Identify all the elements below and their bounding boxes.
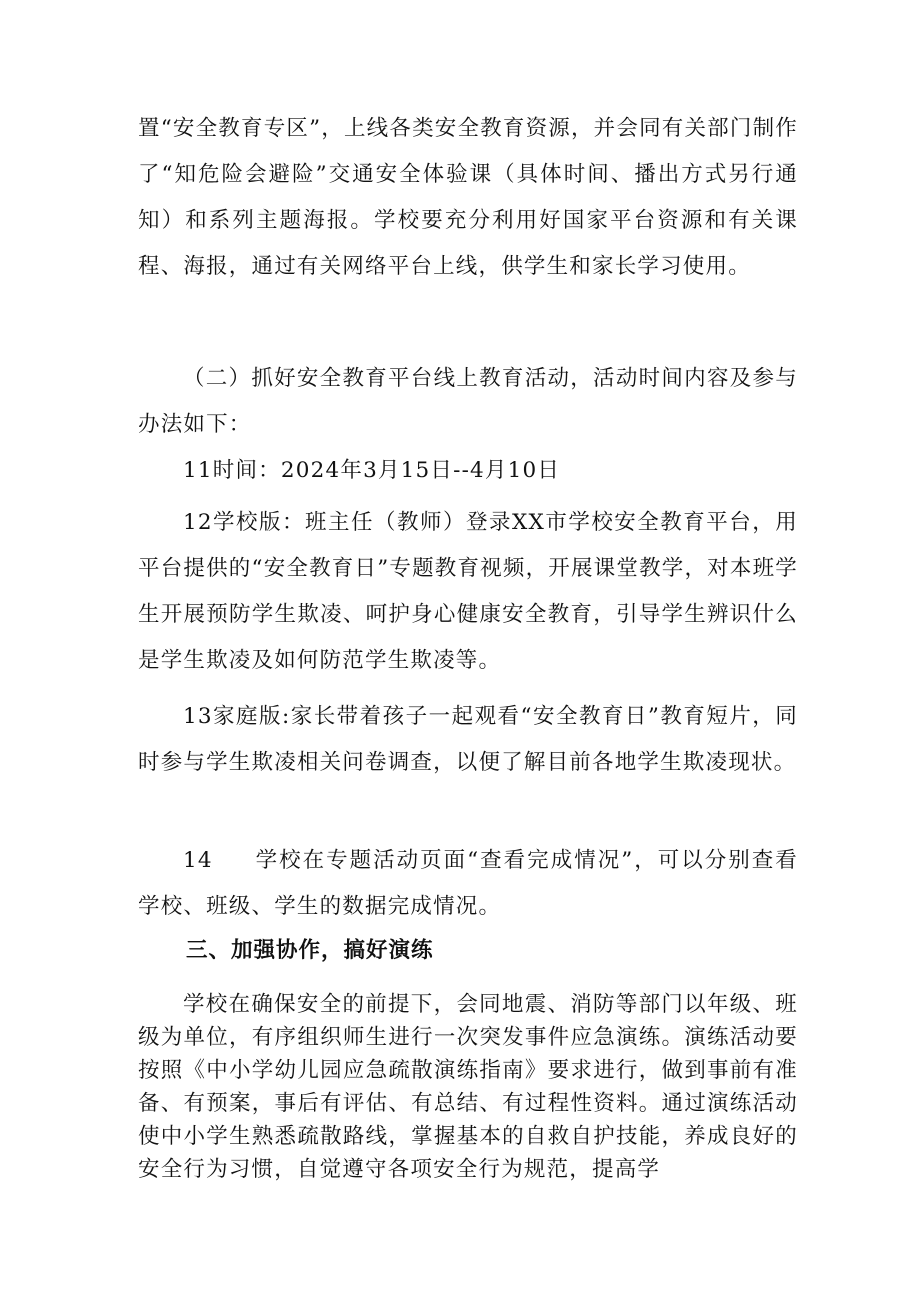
list-number: 11 [183,458,213,483]
list-number: 14 [183,848,213,873]
list-item-12 [138,500,798,684]
list-number: 13 [183,704,213,729]
list-item-13 [138,694,798,786]
section-2-paragraph: （二）抓好安全教育平台线上教育活动，活动时间内容及参与办法如下： [138,366,798,437]
list-text: 学校在专题活动页面“查看完成情况”，可以分别查看学校、班级、学生的数据完成情况。 [138,848,798,919]
list-item-14 [138,838,798,930]
list-item-11 [138,448,798,494]
section-3-paragraph: 学校在确保安全的前提下，会同地震、消防等部门以年级、班级为单位，有序组织师生进行一次突发事件应急演练。演练活动要按照《中小学幼儿园应急疏散演练指南》要求进行，做到事前有准备、有预案，事后有评估、有总结、有过程性资料。通过演练活动使中小学生熟悉疏散路线，掌握基本的自救自护技能，养成良好的安全行为习惯，自觉遵守各项安全行为规范，提高学 [138,992,798,1182]
list-number: 12 [183,510,213,535]
intro-paragraph: 置“安全教育专区”，上线各类安全教育资源，并会同有关部门制作了“知危险会避险”交通安全体验课（具体时间、播出方式另行通知）和系列主题海报。学校要充分利用好国家平台资源和有关课程、海报，通过有关网络平台上线，供学生和家长学习使用。 [138,116,798,279]
list-text: 学校版：班主任（教师）登录XX市学校安全教育平台，用平台提供的“安全教育日”专题教育视频，开展课堂教学，对本班学生开展预防学生欺凌、呵护身心健康安全教育，引导学生辨识什么是学生欺凌及如何防范学生欺凌等。 [138,510,798,673]
section-3-heading: 三、加强协作，搞好演练 [186,938,434,963]
list-text: 家庭版:家长带着孩子一起观看“安全教育日”教育短片，同时参与学生欺凌相关问卷调查，以便了解目前各地学生欺凌现状。 [138,704,798,775]
list-text: 时间：2024年3月15日--4月10日 [212,458,561,483]
